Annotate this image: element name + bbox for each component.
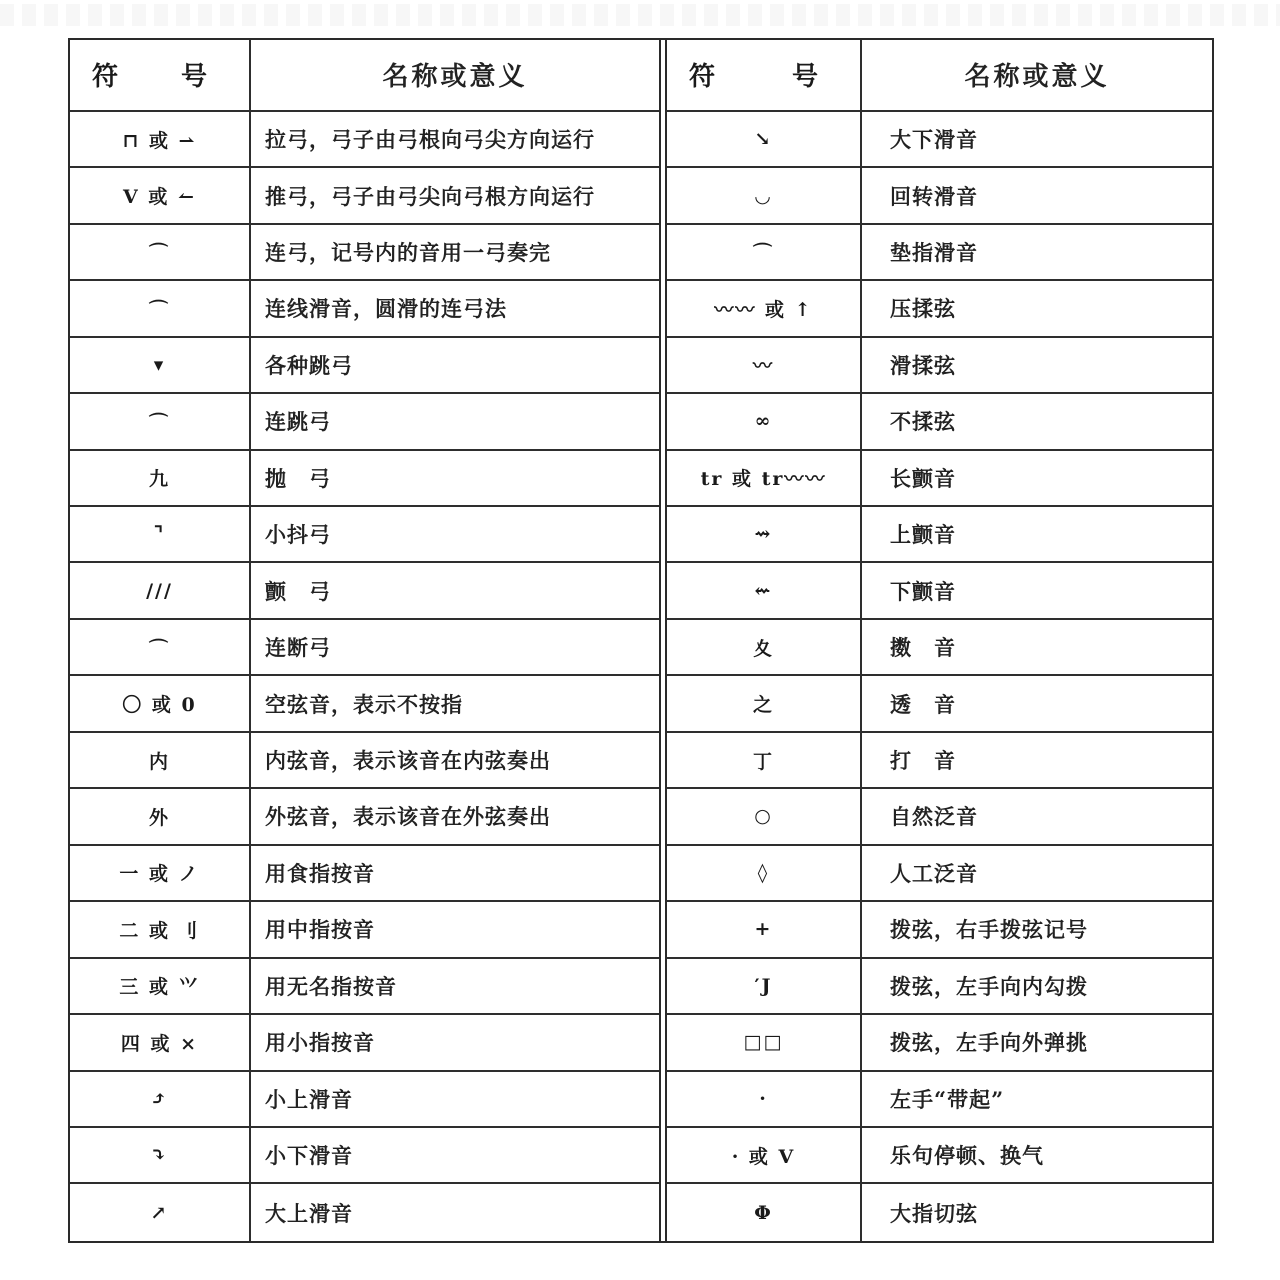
table-row <box>667 902 1212 958</box>
meaning-cell: 滑揉弦 <box>890 352 956 378</box>
meaning-cell: 透 音 <box>890 691 956 717</box>
table-right-half <box>667 40 1212 1241</box>
meaning-cell: 空弦音，表示不按指 <box>265 691 463 717</box>
meaning-cell: 人工泛音 <box>890 860 978 886</box>
meaning-cell: 用中指按音 <box>265 917 375 943</box>
meaning-cell: 长颤音 <box>890 465 956 491</box>
meaning-cell: 小下滑音 <box>265 1143 353 1169</box>
middle-finger-icon: 二 或 刂 <box>70 902 251 956</box>
index-finger-icon: 一 或 ノ <box>70 846 251 900</box>
meaning-cell: 各种跳弓 <box>265 352 353 378</box>
meaning-cell: 回转滑音 <box>890 183 978 209</box>
table-row <box>667 733 1212 789</box>
notation-symbol-table <box>68 38 1214 1243</box>
trill-icon: tr 或 tr〰〰 <box>667 451 862 505</box>
meaning-cell: 小抖弓 <box>265 522 331 548</box>
meaning-cell: 拉弓，弓子由弓根向弓尖方向运行 <box>265 127 595 153</box>
meaning-cell: 抛 弓 <box>265 465 331 491</box>
table-row <box>70 451 659 507</box>
turn-slide-icon: ◡ <box>667 168 862 222</box>
small-downward-slide-icon: ⤵ <box>70 1128 251 1182</box>
table-header-left <box>70 40 659 112</box>
meaning-cell: 连跳弓 <box>265 409 331 435</box>
table-row <box>70 1015 659 1071</box>
thumb-stop-icon: Φ <box>667 1184 862 1240</box>
tremolo-slashes-icon: /// <box>70 563 251 617</box>
left-hand-hook-pluck-icon: ′J <box>667 959 862 1013</box>
small-shake-bow-icon: ⌝ <box>70 507 251 561</box>
table-row <box>667 168 1212 224</box>
table-row <box>70 281 659 337</box>
appoggiatura-glyph: 夊 <box>667 620 862 674</box>
meaning-cell: 小上滑音 <box>265 1086 353 1112</box>
phrase-breath-icon: · 或 V <box>667 1128 862 1182</box>
meaning-cell: 乐句停顿、换气 <box>890 1143 1044 1169</box>
little-finger-icon: 四 或 × <box>70 1015 251 1069</box>
outer-string-glyph: 外 <box>70 789 251 843</box>
inner-string-glyph: 内 <box>70 733 251 787</box>
table-row <box>667 112 1212 168</box>
meaning-cell: 大上滑音 <box>265 1200 353 1226</box>
table-row <box>667 394 1212 450</box>
meaning-cell: 用小指按音 <box>265 1030 375 1056</box>
table-row <box>667 563 1212 619</box>
header-symbol-char1: 符 <box>92 62 121 93</box>
meaning-cell: 大指切弦 <box>890 1200 978 1226</box>
left-hand-flick-pluck-icon: □□ <box>667 1015 862 1069</box>
pressure-vibrato-icon: 〰〰 或 ↑ <box>667 281 862 335</box>
meaning-cell: 用无名指按音 <box>265 973 397 999</box>
table-header-right <box>667 40 1212 112</box>
table-row <box>667 451 1212 507</box>
meaning-cell: 拨弦，左手向外弹挑 <box>890 1030 1088 1056</box>
padding-finger-slide-icon: ⌒ <box>667 225 862 279</box>
large-upward-slide-icon: ↗ <box>70 1184 251 1240</box>
meaning-cell: 上颤音 <box>890 522 956 548</box>
hammer-on-glyph: 丁 <box>667 733 862 787</box>
meaning-cell: 连弓，记号内的音用一弓奏完 <box>265 239 551 265</box>
table-row <box>70 112 659 168</box>
grace-note-glyph: 之 <box>667 676 862 730</box>
table-row <box>667 620 1212 676</box>
table-row <box>70 902 659 958</box>
right-hand-pizzicato-icon: + <box>667 902 862 956</box>
slur-arc-icon: ⌒ <box>70 225 251 279</box>
natural-harmonic-icon: ○ <box>667 789 862 843</box>
table-row <box>667 789 1212 845</box>
table-row <box>70 1184 659 1240</box>
meaning-cell: 下颤音 <box>890 578 956 604</box>
table-row <box>70 507 659 563</box>
header-meaning-right: 名称或意义 <box>964 62 1110 93</box>
header-meaning-left: 名称或意义 <box>382 62 528 93</box>
down-bow-or-right-arrow-icon: ⊓ 或 ⇀ <box>70 112 251 166</box>
header-symbol-left <box>70 40 251 110</box>
meaning-cell: 不揉弦 <box>890 409 956 435</box>
table-row <box>70 789 659 845</box>
header-symbol-char2: 号 <box>791 62 820 93</box>
header-symbol-char2: 号 <box>180 62 209 93</box>
table-row <box>70 225 659 281</box>
meaning-cell: 推弓，弓子由弓尖向弓根方向运行 <box>265 183 595 209</box>
table-row <box>70 168 659 224</box>
table-row <box>667 1128 1212 1184</box>
table-row <box>667 281 1212 337</box>
table-row <box>70 394 659 450</box>
up-bow-or-left-arrow-icon: V 或 ↼ <box>70 168 251 222</box>
meaning-cell: 垫指滑音 <box>890 239 978 265</box>
table-row <box>667 225 1212 281</box>
meaning-cell: 外弦音，表示该音在外弦奏出 <box>265 804 551 830</box>
glissando-slur-arc-icon: ⌒ <box>70 281 251 335</box>
table-row <box>667 676 1212 732</box>
meaning-cell: 连线滑音，圆滑的连弓法 <box>265 296 507 322</box>
meaning-cell: 内弦音，表示该音在内弦奏出 <box>265 748 551 774</box>
meaning-cell: 压揉弦 <box>890 296 956 322</box>
table-row <box>70 1072 659 1128</box>
large-downward-slide-icon: ↘ <box>667 112 862 166</box>
meaning-cell: 拨弦，右手拨弦记号 <box>890 917 1088 943</box>
table-row <box>667 1072 1212 1128</box>
slurred-staccato-icon: ⌒ <box>70 394 251 448</box>
table-row <box>70 1128 659 1184</box>
table-row <box>667 1015 1212 1071</box>
table-row <box>667 507 1212 563</box>
throw-bow-glyph: 九 <box>70 451 251 505</box>
header-symbol-char1: 符 <box>689 62 718 93</box>
sliding-vibrato-icon: 〰 <box>667 338 862 392</box>
meaning-cell: 打 音 <box>890 748 956 774</box>
table-row <box>70 620 659 676</box>
meaning-cell: 擞 音 <box>890 635 956 661</box>
meaning-cell: 拨弦，左手向内勾拨 <box>890 973 1088 999</box>
table-row <box>667 846 1212 902</box>
meaning-cell: 颤 弓 <box>265 578 331 604</box>
double-line-divider <box>659 40 667 1241</box>
meaning-cell: 左手“带起” <box>890 1086 1005 1112</box>
small-upward-slide-icon: ⤴ <box>70 1072 251 1126</box>
no-vibrato-icon: ∞ <box>667 394 862 448</box>
open-string-icon: 〇 或 0 <box>70 676 251 730</box>
meaning-cell: 连断弓 <box>265 635 331 661</box>
table-row <box>70 733 659 789</box>
table-row <box>70 338 659 394</box>
meaning-cell: 大下滑音 <box>890 127 978 153</box>
staccato-wedge-icon: ▾ <box>70 338 251 392</box>
table-row <box>667 1184 1212 1240</box>
table-left-half <box>70 40 659 1241</box>
table-row <box>70 676 659 732</box>
table-row <box>70 563 659 619</box>
table-row <box>70 959 659 1015</box>
table-row <box>667 338 1212 394</box>
header-symbol-right <box>667 40 862 110</box>
left-hand-lift-dot-icon: · <box>667 1072 862 1126</box>
meaning-cell: 自然泛音 <box>890 804 978 830</box>
upper-mordent-icon: ⇝ <box>667 507 862 561</box>
ring-finger-icon: 三 或 ⺍ <box>70 959 251 1013</box>
meaning-cell: 用食指按音 <box>265 860 375 886</box>
table-row <box>70 846 659 902</box>
portato-arc-icon: ⌒ <box>70 620 251 674</box>
table-row <box>667 959 1212 1015</box>
artificial-harmonic-icon: ◊ <box>667 846 862 900</box>
lower-mordent-icon: ⇜ <box>667 563 862 617</box>
page-bleed-through <box>0 4 1280 26</box>
